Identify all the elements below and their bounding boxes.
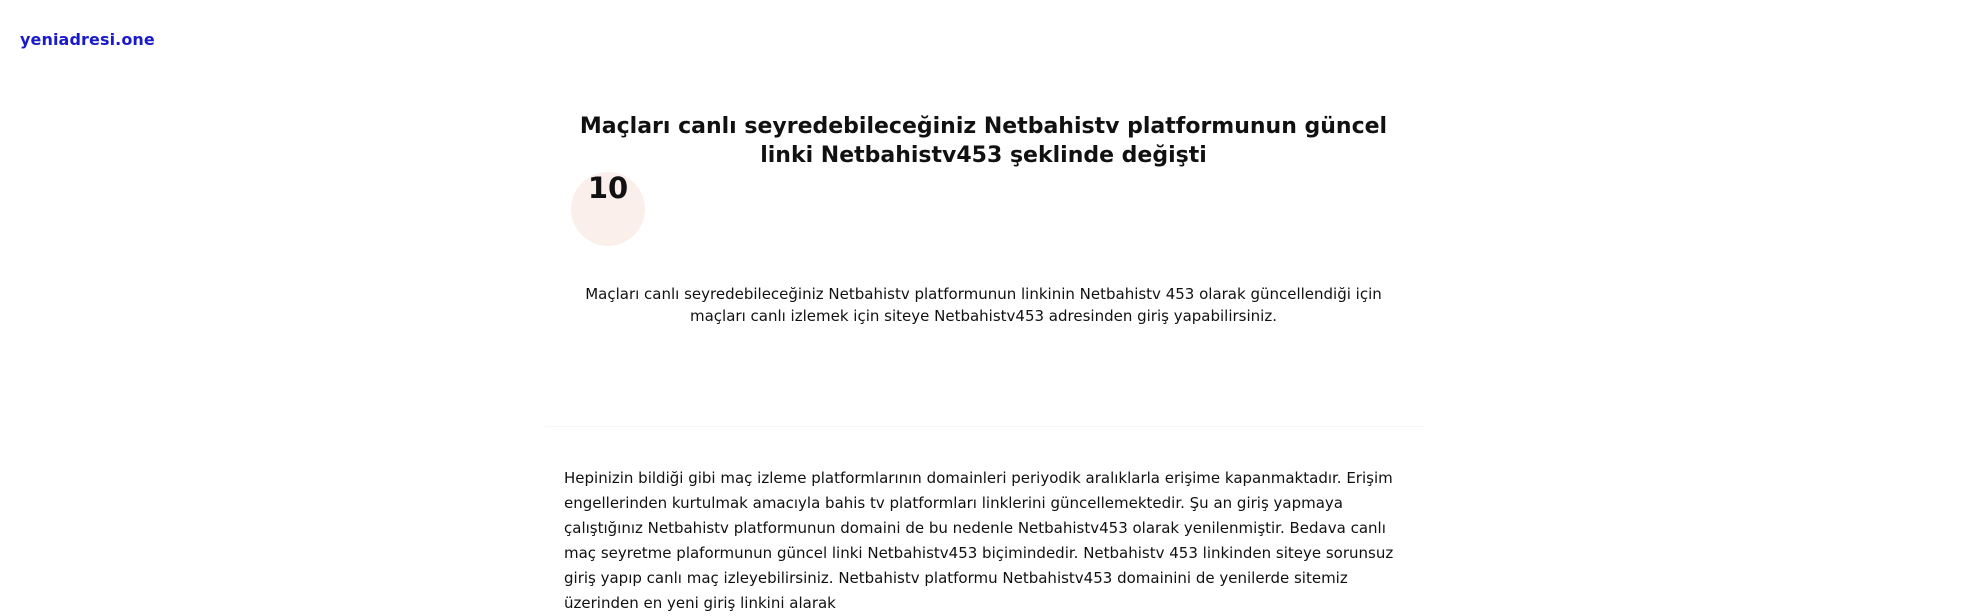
rating-value: 10	[587, 171, 629, 205]
article-summary: Maçları canlı seyredebileceğiniz Netbahistv platformunun linkinin Netbahistv 453 olarak güncellendiği için maçları canlı izlemek için siteye Netbahistv453 adresinden giriş yapabilirsiniz.	[585, 285, 1382, 325]
article-body: Hepinizin bildiği gibi maç izleme platformlarının domainleri periyodik aralıklarla erişime kapanmaktadır. Erişim engellerinden kurtulmak amacıyla bahis tv platformları linklerini güncellemektedir. Şu an giriş yapmaya çalıştığınız Netbahistv platformunun domaini de bu nedenle Netbahistv453 olarak yenilenmiştir. Bedava canlı maç seyretme plaformunun güncel linki Netbahistv453 biçimindedir. Netbahistv 453 linkinden siteye sorunsuz giriş yapıp canlı maç izleyebilirsiniz. Netbahistv platformu Netbahistv453 domainini de yenilerde sitemiz üzerinden en yeni giriş linkini alarak	[564, 469, 1394, 612]
article-title: Maçları canlı seyredebileceğiniz Netbahistv platformunun güncel linki Netbahistv453 şeklinde değişti	[579, 114, 1388, 168]
rating-badge	[571, 172, 645, 246]
article-header	[570, 112, 1397, 170]
section-divider	[545, 426, 1425, 427]
site-logo-link[interactable]: yeniadresi.one	[20, 30, 155, 49]
